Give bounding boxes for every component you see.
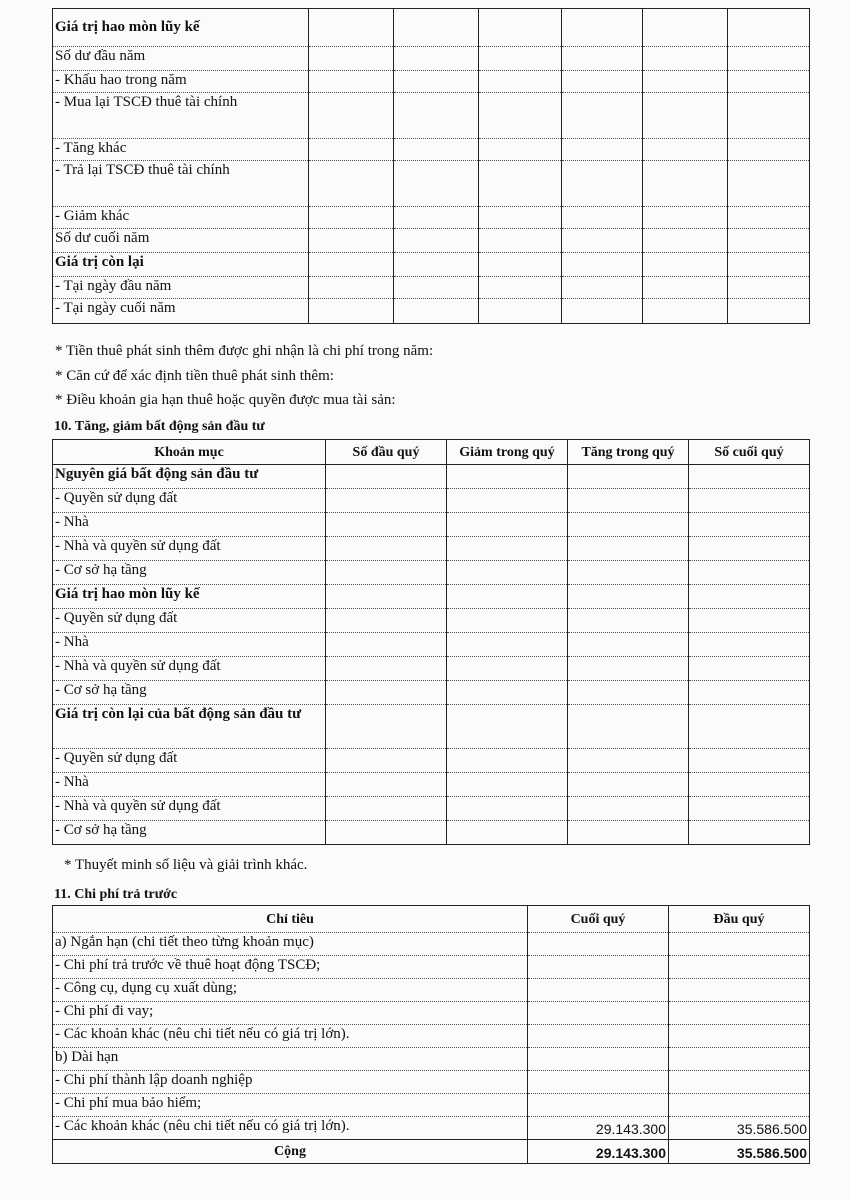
table-row (53, 9, 810, 47)
table-row (53, 537, 810, 561)
row-label: - Cơ sở hạ tầng (53, 821, 326, 845)
value-cell (394, 299, 479, 324)
value-cell (568, 773, 689, 797)
value-cell (309, 277, 394, 299)
col-header-opening: Số đầu quý (326, 440, 447, 465)
value-cell (728, 277, 810, 299)
value-cell (689, 585, 810, 609)
value-cell (568, 537, 689, 561)
value-cell (394, 139, 479, 161)
value-cell (643, 93, 728, 139)
col-header-decrease: Giảm trong quý (447, 440, 568, 465)
value-cell (568, 489, 689, 513)
row-label: Giá trị hao mòn lũy kế (53, 9, 309, 47)
note-lease-terms: * Điều khoản gia hạn thuê hoặc quyền được mua tài sản: (55, 392, 396, 408)
value-cell (326, 821, 447, 845)
value-cell (479, 253, 562, 277)
end-quarter-value (528, 1002, 669, 1025)
value-cell (479, 93, 562, 139)
value-cell (568, 797, 689, 821)
total-label: Cộng (53, 1140, 528, 1164)
value-cell (447, 513, 568, 537)
end-quarter-value (528, 979, 669, 1002)
value-cell (562, 93, 643, 139)
table-row (53, 681, 810, 705)
value-cell (447, 657, 568, 681)
value-cell (394, 207, 479, 229)
value-cell (326, 561, 447, 585)
table-row (53, 207, 810, 229)
row-label: - Cơ sở hạ tầng (53, 561, 326, 585)
value-cell (728, 161, 810, 207)
table-row (53, 299, 810, 324)
value-cell (568, 633, 689, 657)
value-cell (309, 93, 394, 139)
value-cell (309, 139, 394, 161)
value-cell (326, 657, 447, 681)
value-cell (394, 277, 479, 299)
investment-property-body (53, 465, 810, 845)
end-quarter-value (528, 1071, 669, 1094)
investment-property-table (52, 439, 810, 845)
table-row (53, 47, 810, 71)
value-cell (562, 229, 643, 253)
value-cell (326, 537, 447, 561)
value-cell (394, 47, 479, 71)
table-row (53, 561, 810, 585)
row-label: - Chi phí đi vay; (53, 1002, 528, 1025)
value-cell (643, 253, 728, 277)
row-label: - Chi phí thành lập doanh nghiệp (53, 1071, 528, 1094)
table-row (53, 1071, 810, 1094)
value-cell (568, 705, 689, 749)
value-cell (479, 71, 562, 93)
table-row (53, 253, 810, 277)
col-header-item: Khoản mục (53, 440, 326, 465)
value-cell (479, 47, 562, 71)
table-row (53, 1002, 810, 1025)
value-cell (689, 537, 810, 561)
value-cell (728, 71, 810, 93)
value-cell (562, 9, 643, 47)
value-cell (643, 161, 728, 207)
table-row (53, 821, 810, 845)
table-row (53, 161, 810, 207)
value-cell (689, 633, 810, 657)
value-cell (728, 139, 810, 161)
value-cell (643, 207, 728, 229)
value-cell (479, 299, 562, 324)
prepaid-expenses-body (53, 933, 810, 1140)
row-label: - Giảm khác (53, 207, 309, 229)
end-quarter-value (528, 1094, 669, 1117)
value-cell (562, 47, 643, 71)
row-label: - Nhà và quyền sử dụng đất (53, 657, 326, 681)
col-header-increase: Tăng trong quý (568, 440, 689, 465)
value-cell (394, 71, 479, 93)
table-row (53, 1048, 810, 1071)
value-cell (689, 749, 810, 773)
value-cell (447, 537, 568, 561)
value-cell (568, 821, 689, 845)
row-label: Giá trị hao mòn lũy kế (53, 585, 326, 609)
value-cell (562, 71, 643, 93)
col-header-end-quarter: Cuối quý (528, 906, 669, 933)
value-cell (447, 773, 568, 797)
value-cell (326, 797, 447, 821)
table-row (53, 277, 810, 299)
value-cell (326, 681, 447, 705)
table-row (53, 585, 810, 609)
value-cell (394, 229, 479, 253)
note-additional-rent: * Tiền thuê phát sinh thêm được ghi nhận là chi phí trong năm: (55, 343, 434, 359)
row-label: - Quyền sử dụng đất (53, 609, 326, 633)
value-cell (728, 9, 810, 47)
value-cell (309, 9, 394, 47)
total-start-quarter: 35.586.500 (669, 1140, 810, 1164)
value-cell (326, 749, 447, 773)
value-cell (689, 657, 810, 681)
value-cell (326, 609, 447, 633)
value-cell (562, 253, 643, 277)
row-label: Số dư đầu năm (53, 47, 309, 71)
value-cell (309, 229, 394, 253)
row-label: - Mua lại TSCĐ thuê tài chính (53, 93, 309, 139)
value-cell (728, 47, 810, 71)
value-cell (568, 561, 689, 585)
value-cell (479, 229, 562, 253)
value-cell (689, 609, 810, 633)
value-cell (447, 633, 568, 657)
row-label: - Nhà (53, 633, 326, 657)
value-cell (479, 139, 562, 161)
value-cell (394, 9, 479, 47)
row-label: - Chi phí trả trước về thuê hoạt động TSCĐ; (53, 956, 528, 979)
value-cell (447, 561, 568, 585)
row-label: - Công cụ, dụng cụ xuất dùng; (53, 979, 528, 1002)
table-row (53, 773, 810, 797)
value-cell (562, 161, 643, 207)
value-cell (568, 657, 689, 681)
value-cell (689, 489, 810, 513)
value-cell (479, 207, 562, 229)
value-cell (728, 229, 810, 253)
value-cell (447, 609, 568, 633)
table-row (53, 609, 810, 633)
value-cell (309, 207, 394, 229)
table-row (53, 465, 810, 489)
value-cell (689, 681, 810, 705)
value-cell (326, 513, 447, 537)
value-cell (562, 207, 643, 229)
table-row (53, 749, 810, 773)
value-cell (394, 253, 479, 277)
value-cell (689, 465, 810, 489)
row-label: a) Ngắn hạn (chi tiết theo từng khoản mục) (53, 933, 528, 956)
value-cell (568, 609, 689, 633)
table-row (53, 956, 810, 979)
prepaid-expenses-table (52, 905, 810, 1164)
table-row (53, 979, 810, 1002)
value-cell (728, 253, 810, 277)
table-row (53, 93, 810, 139)
value-cell (309, 299, 394, 324)
section-10-title: 10. Tăng, giảm bất động sản đầu tư (54, 419, 265, 434)
table-row (53, 1117, 810, 1140)
value-cell (568, 585, 689, 609)
value-cell (643, 47, 728, 71)
value-cell (689, 561, 810, 585)
value-cell (447, 749, 568, 773)
value-cell (689, 797, 810, 821)
table-row (53, 229, 810, 253)
table-row (53, 657, 810, 681)
value-cell (326, 705, 447, 749)
row-label: Nguyên giá bất động sản đầu tư (53, 465, 326, 489)
col-header-start-quarter: Đầu quý (669, 906, 810, 933)
value-cell (689, 773, 810, 797)
end-quarter-value (528, 933, 669, 956)
row-label: - Các khoản khác (nêu chi tiết nếu có giá trị lớn). (53, 1117, 528, 1140)
table-row (53, 933, 810, 956)
start-quarter-value (669, 979, 810, 1002)
value-cell (447, 797, 568, 821)
row-label: - Tại ngày đầu năm (53, 277, 309, 299)
value-cell (568, 749, 689, 773)
start-quarter-value: 35.586.500 (669, 1117, 810, 1140)
table-row (53, 797, 810, 821)
start-quarter-value (669, 1071, 810, 1094)
value-cell (728, 93, 810, 139)
value-cell (568, 681, 689, 705)
row-label: Giá trị còn lại của bất động sản đầu tư (53, 705, 326, 749)
row-label: - Nhà và quyền sử dụng đất (53, 537, 326, 561)
value-cell (562, 299, 643, 324)
start-quarter-value (669, 1048, 810, 1071)
value-cell (309, 161, 394, 207)
finance-lease-assets-table (52, 8, 810, 324)
row-label: - Nhà và quyền sử dụng đất (53, 797, 326, 821)
end-quarter-value (528, 1025, 669, 1048)
value-cell (643, 277, 728, 299)
end-quarter-value (528, 1048, 669, 1071)
table-row (53, 1094, 810, 1117)
value-cell (643, 299, 728, 324)
row-label: - Khấu hao trong năm (53, 71, 309, 93)
value-cell (309, 47, 394, 71)
value-cell (479, 9, 562, 47)
table-row (53, 705, 810, 749)
row-label: - Trả lại TSCĐ thuê tài chính (53, 161, 309, 207)
note-rent-basis: * Căn cứ để xác định tiền thuê phát sinh thêm: (55, 368, 334, 384)
start-quarter-value (669, 1094, 810, 1117)
table-row (53, 633, 810, 657)
row-label: - Chi phí mua bảo hiểm; (53, 1094, 528, 1117)
row-label: - Tại ngày cuối năm (53, 299, 309, 324)
value-cell (479, 161, 562, 207)
value-cell (447, 585, 568, 609)
investment-property-header-row (53, 440, 810, 465)
finance-lease-assets-body (53, 9, 810, 324)
row-label: - Nhà (53, 513, 326, 537)
value-cell (562, 277, 643, 299)
value-cell (447, 465, 568, 489)
value-cell (447, 489, 568, 513)
value-cell (326, 633, 447, 657)
value-cell (326, 465, 447, 489)
value-cell (728, 207, 810, 229)
value-cell (394, 93, 479, 139)
value-cell (326, 773, 447, 797)
row-label: - Nhà (53, 773, 326, 797)
start-quarter-value (669, 956, 810, 979)
col-header-indicator: Chỉ tiêu (53, 906, 528, 933)
row-label: Giá trị còn lại (53, 253, 309, 277)
value-cell (643, 9, 728, 47)
value-cell (447, 681, 568, 705)
value-cell (479, 277, 562, 299)
value-cell (643, 229, 728, 253)
value-cell (447, 821, 568, 845)
row-label: - Cơ sở hạ tầng (53, 681, 326, 705)
value-cell (643, 139, 728, 161)
value-cell (394, 161, 479, 207)
end-quarter-value: 29.143.300 (528, 1117, 669, 1140)
prepaid-expenses-header-row (53, 906, 810, 933)
value-cell (689, 705, 810, 749)
table-row (53, 71, 810, 93)
row-label: Số dư cuối năm (53, 229, 309, 253)
section-11-title: 11. Chi phí trả trước (54, 887, 178, 902)
value-cell (326, 489, 447, 513)
table-row (53, 1025, 810, 1048)
value-cell (643, 71, 728, 93)
row-label: b) Dài hạn (53, 1048, 528, 1071)
end-quarter-value (528, 956, 669, 979)
value-cell (309, 71, 394, 93)
value-cell (689, 513, 810, 537)
value-cell (326, 585, 447, 609)
table-row (53, 513, 810, 537)
value-cell (568, 465, 689, 489)
value-cell (689, 821, 810, 845)
row-label: - Tăng khác (53, 139, 309, 161)
value-cell (728, 299, 810, 324)
col-header-closing: Số cuối quý (689, 440, 810, 465)
row-label: - Các khoản khác (nêu chi tiết nếu có giá trị lớn). (53, 1025, 528, 1048)
note-additional-explanation: * Thuyết minh số liệu và giải trình khác. (64, 857, 308, 873)
value-cell (447, 705, 568, 749)
total-end-quarter: 29.143.300 (528, 1140, 669, 1164)
table-row (53, 139, 810, 161)
start-quarter-value (669, 1002, 810, 1025)
value-cell (568, 513, 689, 537)
start-quarter-value (669, 1025, 810, 1048)
row-label: - Quyền sử dụng đất (53, 489, 326, 513)
row-label: - Quyền sử dụng đất (53, 749, 326, 773)
value-cell (562, 139, 643, 161)
start-quarter-value (669, 933, 810, 956)
table-row (53, 489, 810, 513)
total-row (53, 1140, 810, 1164)
value-cell (309, 253, 394, 277)
